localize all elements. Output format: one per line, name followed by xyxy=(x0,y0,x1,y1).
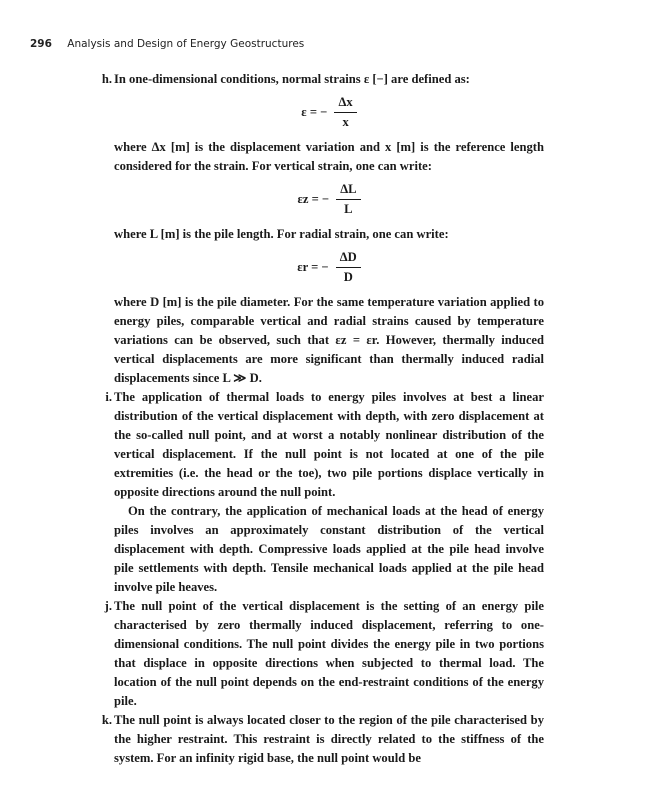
list-item-h xyxy=(88,70,544,388)
paragraph: where D [m] is the pile diameter. For the same temperature variation applied to energy piles, comparable vertical and radial strains caused by temperature variations can be observed, such that εz = εr. However, thermally induced vertical displacements are more significant than thermally induced radial displacements since L ≫ D. xyxy=(114,295,544,385)
equation-strain xyxy=(114,93,544,132)
numerator: ΔL xyxy=(336,180,360,200)
paragraph: The application of thermal loads to energy piles involves at best a linear distribution of the vertical displacement with depth, with zero displacement at the so-called null point, and at worst a notably nonlinear distribution of the vertical displacement. If the null point is not located at one of the pile extremities (i.e. the head or the toe), two pile portions displace vertically in opposite directions around the null point. xyxy=(114,390,544,499)
numerator: ΔD xyxy=(336,248,361,268)
list-item-k xyxy=(88,711,544,768)
fraction xyxy=(336,180,360,219)
item-label: i. xyxy=(105,390,112,404)
fraction xyxy=(336,248,361,287)
numerator: Δx xyxy=(334,93,356,113)
denominator: L xyxy=(344,202,353,216)
paragraph: In one-dimensional conditions, normal strains ε [−] are defined as: xyxy=(114,72,470,86)
paragraph: where L [m] is the pile length. For radial strain, one can write: xyxy=(114,227,449,241)
equation-radial-strain xyxy=(114,248,544,287)
equation-lhs: εr = − xyxy=(297,260,329,274)
equation-lhs: ε = − xyxy=(301,105,328,119)
item-label: h. xyxy=(101,72,112,86)
paragraph: The null point is always located closer to the region of the pile characterised by the higher restraint. This restraint is directly related to the stiffness of the system. For an infinity rigid base, the null point would be xyxy=(114,713,544,765)
denominator: x xyxy=(342,115,349,129)
running-header xyxy=(30,38,304,54)
equation-lhs: εz = − xyxy=(297,192,330,206)
paragraph: The null point of the vertical displacement is the setting of an energy pile characterised by zero thermally induced displacement, referring to one-dimensional conditions. The null point divides the energy pile in two portions that displace in opposite directions when subjected to thermal load. The location of the null point depends on the end-restraint conditions of the energy pile. xyxy=(114,599,544,708)
paragraph: where Δx [m] is the displacement variation and x [m] is the reference length considered for the strain. For vertical strain, one can write: xyxy=(114,140,544,173)
fraction xyxy=(334,93,356,132)
equation-vertical-strain xyxy=(114,180,544,219)
list-item-i xyxy=(88,388,544,597)
list-item-j xyxy=(88,597,544,711)
paragraph: On the contrary, the application of mechanical loads at the head of energy piles involves an approximately constant distribution of the vertical displacement with depth. Compressive loads applied at the pile head involve pile settlements with depth. Tensile mechanical loads applied at the pile head involve pile heaves. xyxy=(114,504,544,594)
running-title: Analysis and Design of Energy Geostructures xyxy=(67,38,305,50)
item-label: k. xyxy=(101,713,112,727)
item-label: j. xyxy=(104,599,112,613)
page-number: 296 xyxy=(30,38,52,50)
page-body xyxy=(88,70,544,768)
denominator: D xyxy=(343,270,353,284)
